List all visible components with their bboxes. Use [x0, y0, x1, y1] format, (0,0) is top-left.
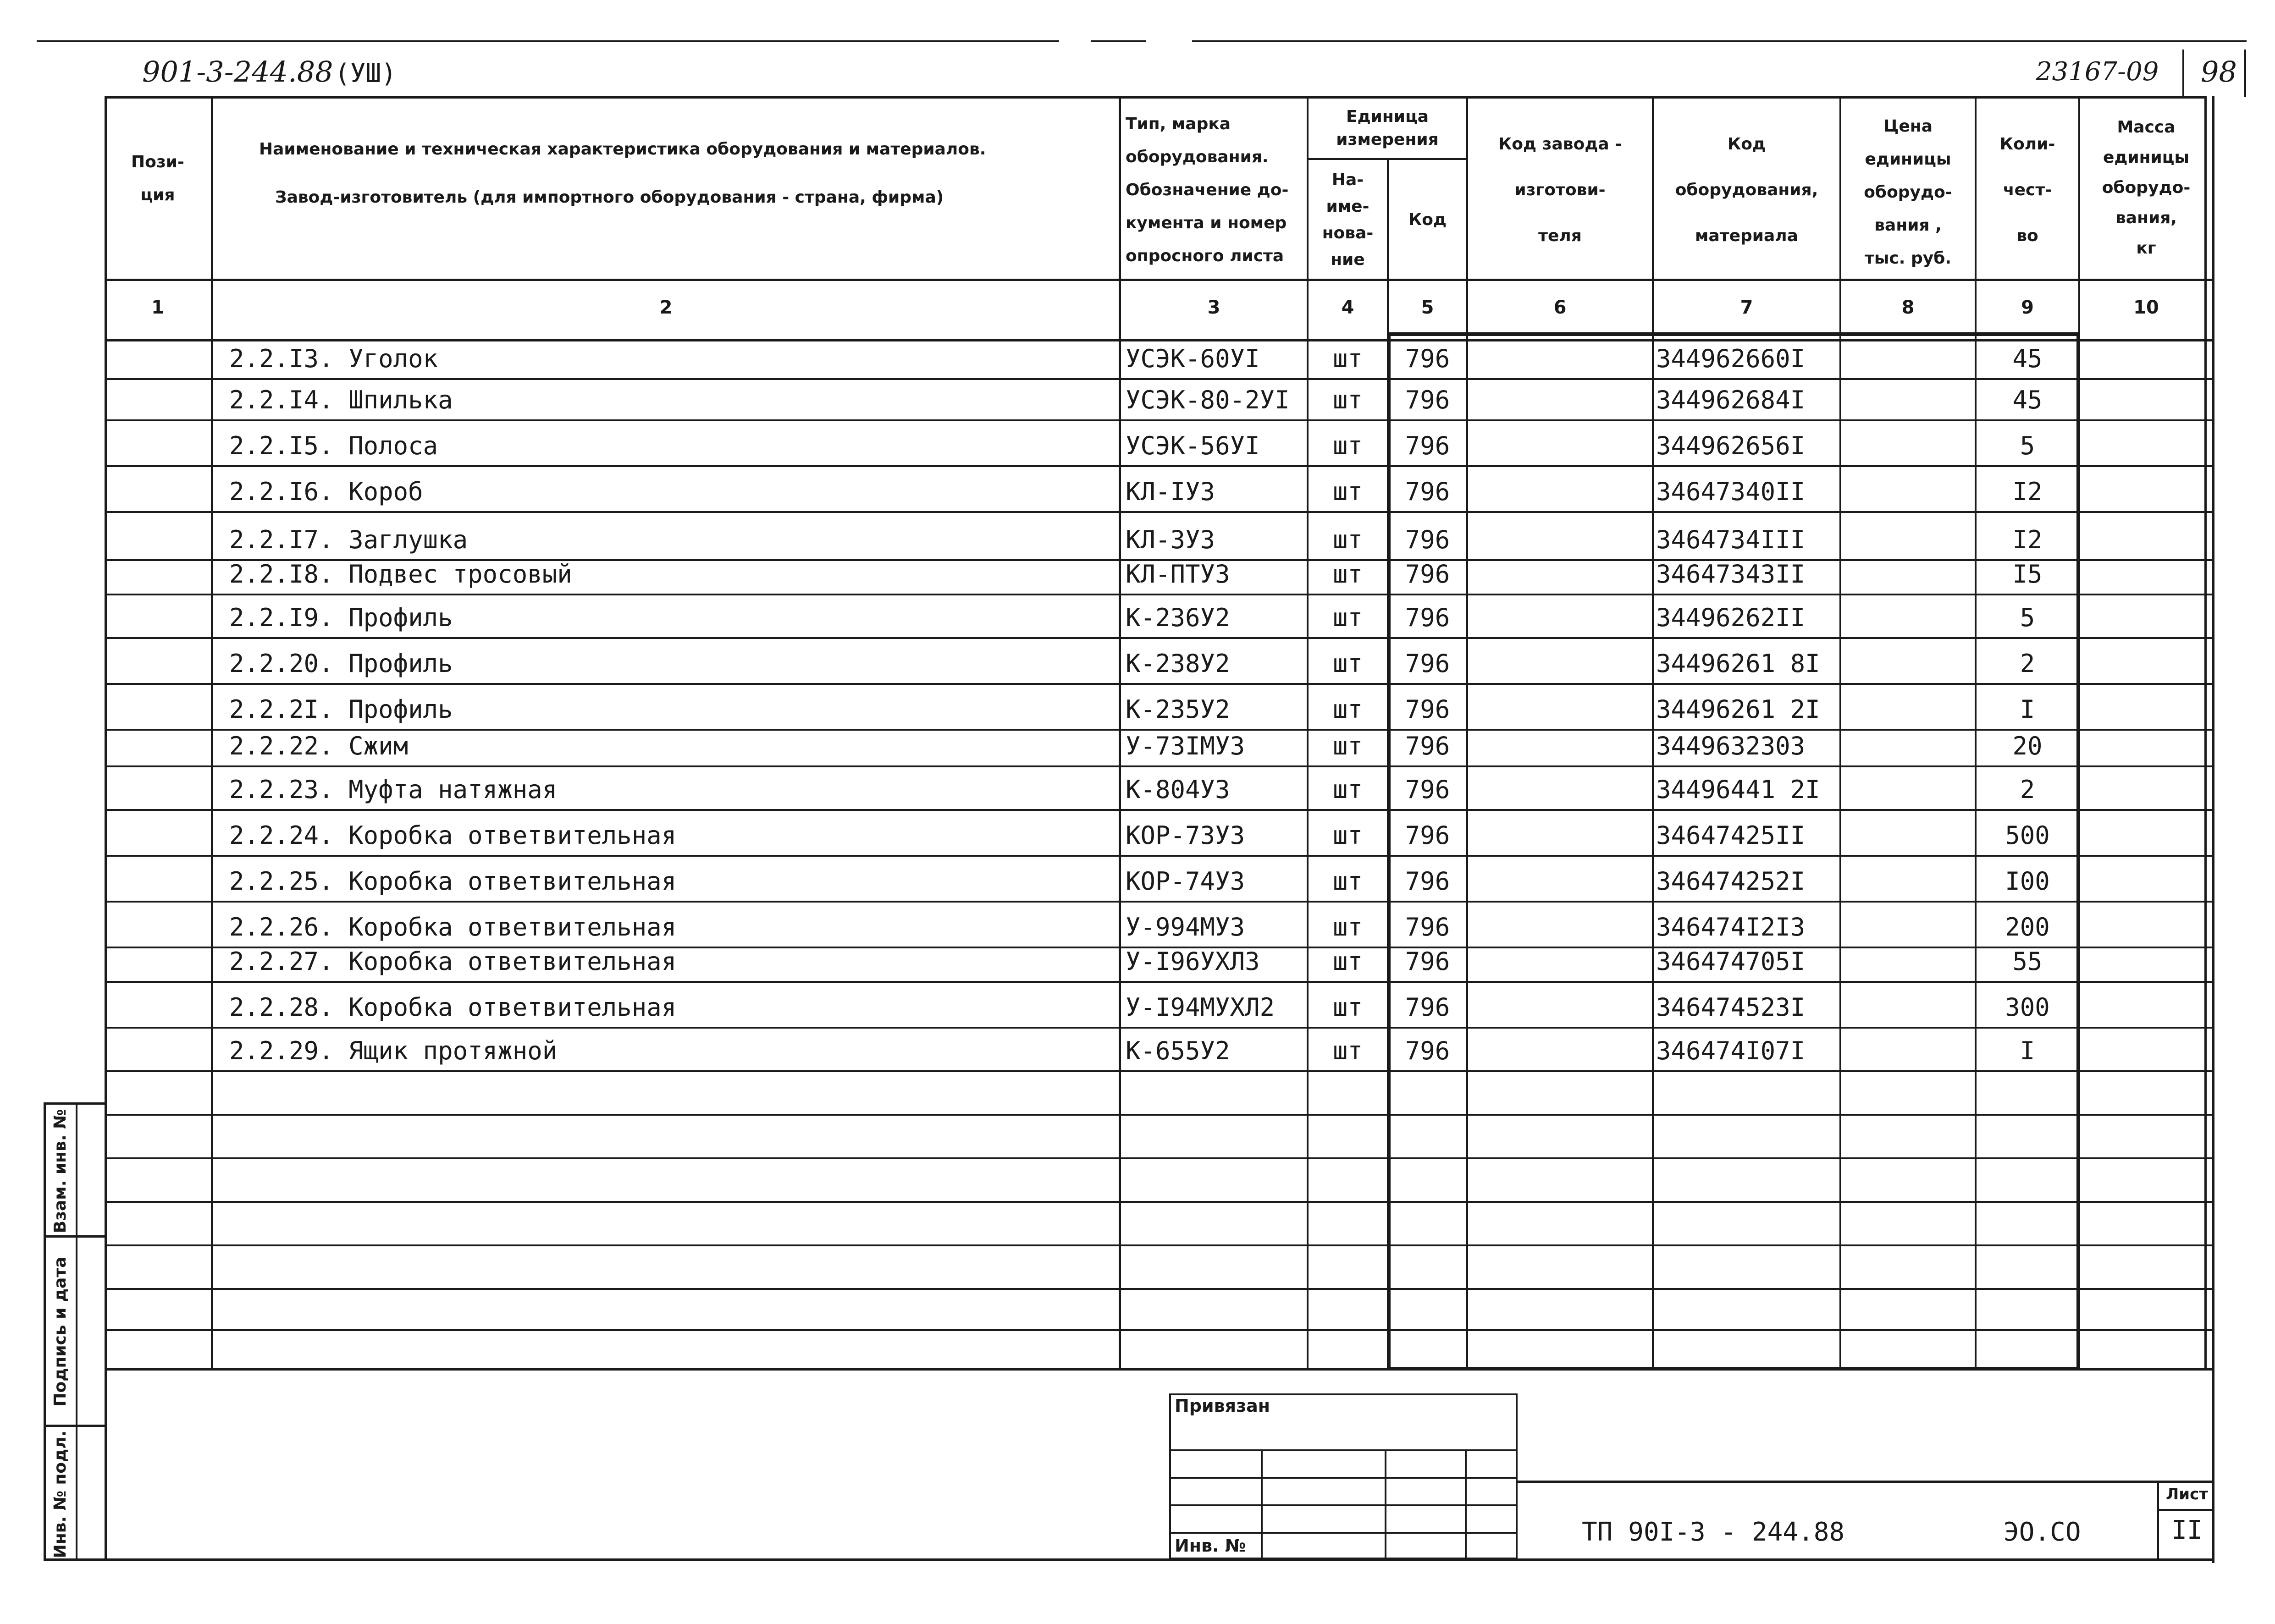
- item-material-code: 34496262II: [1656, 603, 1806, 632]
- item-type: К-235У2: [1126, 695, 1230, 724]
- item-type: УСЭК-60УI: [1126, 344, 1260, 373]
- row-rule: [105, 901, 2214, 903]
- colnum-10: 10: [2133, 297, 2159, 318]
- empty-row-rule: [105, 1114, 2214, 1116]
- row-rule: [105, 855, 2214, 857]
- item-name: 2.2.22. Сжим: [229, 732, 409, 760]
- item-unit-code: 796: [1405, 993, 1450, 1022]
- col-line-1: [211, 96, 213, 1371]
- item-unit: шт: [1332, 525, 1363, 554]
- project-code: 901-3-244.88: [142, 55, 333, 88]
- colnum-6: 6: [1553, 297, 1567, 318]
- item-type: У-I94МУХЛ2: [1126, 993, 1275, 1022]
- item-material-code: 34647343II: [1656, 560, 1806, 589]
- sheet-box-rule: [2157, 1509, 2214, 1511]
- col3-header: Тип, марка оборудования. Обозначение до- кумента и номер опросного листа: [1126, 115, 1289, 265]
- item-material-code: 34496441 2I: [1656, 775, 1820, 804]
- empty-row-rule: [105, 1157, 2214, 1159]
- item-qty: 45: [2012, 344, 2043, 373]
- row-rule: [105, 981, 2214, 983]
- item-qty: 2: [2020, 775, 2035, 804]
- item-unit-code: 796: [1405, 603, 1450, 632]
- item-name: 2.2.I9. Профиль: [229, 603, 453, 632]
- sheet-box-divider: [2157, 1481, 2159, 1558]
- col8-header: Цена единицы оборудо- вания , тыс. руб.: [1864, 117, 1952, 268]
- row-rule: [105, 1027, 2214, 1029]
- item-unit-code: 796: [1405, 385, 1450, 414]
- item-material-code: 346474705I: [1656, 947, 1806, 976]
- item-material-code: 3464734III: [1656, 525, 1806, 554]
- item-unit: шт: [1332, 732, 1363, 760]
- col10-header: Масса единицы оборудо- вания, кг: [2102, 118, 2191, 258]
- item-name: 2.2.I7. Заглушка: [229, 525, 468, 554]
- item-unit: шт: [1332, 947, 1363, 976]
- item-material-code: 346474I07I: [1656, 1036, 1806, 1065]
- sheet-value: II: [2171, 1515, 2203, 1545]
- top-rule-right: [1192, 40, 2247, 42]
- item-unit: шт: [1332, 649, 1363, 678]
- title-top-rule: [1518, 1481, 2214, 1483]
- item-qty: 55: [2012, 947, 2043, 976]
- project-suffix: (УШ): [335, 59, 397, 88]
- item-qty: 200: [2005, 913, 2050, 941]
- item-type: КЛ-ЗУЗ: [1126, 525, 1215, 554]
- item-name: 2.2.27. Коробка ответвительная: [229, 947, 677, 976]
- item-unit-code: 796: [1405, 821, 1450, 850]
- item-type: КЛ-IУЗ: [1126, 477, 1215, 506]
- colnum-1: 1: [151, 297, 164, 318]
- item-qty: 2: [2020, 649, 2035, 678]
- col4-header: На- име- нова- ние: [1322, 171, 1374, 269]
- item-type: К-236У2: [1126, 603, 1230, 632]
- item-unit: шт: [1332, 993, 1363, 1022]
- sheet-no-divider: [2182, 50, 2184, 97]
- item-material-code: 344962660I: [1656, 344, 1806, 373]
- item-material-code: 34496261 2I: [1656, 695, 1820, 724]
- item-qty: I5: [2012, 560, 2043, 589]
- top-rule-left: [37, 40, 1059, 42]
- col1-header: Пози- ция: [131, 153, 184, 204]
- privyazan-label: Привязан: [1175, 1396, 1270, 1416]
- col2-header-line2: Завод-изготовитель (для импортного оборудования - страна, фирма): [275, 188, 944, 207]
- item-unit: шт: [1332, 603, 1363, 632]
- colnum-4: 4: [1341, 297, 1354, 318]
- designation: ТП 90I-3 - 244.88: [1582, 1517, 1845, 1547]
- page-bottom-rule: [105, 1558, 2214, 1561]
- item-unit: шт: [1332, 821, 1363, 850]
- item-unit: шт: [1332, 913, 1363, 941]
- item-material-code: 34647425II: [1656, 821, 1806, 850]
- item-unit: шт: [1332, 385, 1363, 414]
- item-material-code: 3449632303: [1656, 732, 1806, 760]
- col-line-2: [1119, 96, 1121, 1371]
- item-name: 2.2.I6. Короб: [229, 477, 423, 506]
- item-qty: 300: [2005, 993, 2050, 1022]
- item-material-code: 34496261 8I: [1656, 649, 1820, 678]
- item-name: 2.2.23. Муфта натяжная: [229, 775, 558, 804]
- col6-header: Код завода - изготови- теля: [1498, 135, 1622, 245]
- item-qty: I2: [2012, 525, 2043, 554]
- item-material-code: 346474I2I3: [1656, 913, 1806, 941]
- empty-row-rule: [105, 1201, 2214, 1203]
- item-name: 2.2.I4. Шпилька: [229, 385, 453, 414]
- item-type: КОР-74УЗ: [1126, 867, 1245, 896]
- item-unit: шт: [1332, 867, 1363, 896]
- col2-header-line1: Наименование и техническая характеристика оборудования и материалов.: [259, 140, 986, 159]
- item-type: К-804УЗ: [1126, 775, 1230, 804]
- item-material-code: 344962684I: [1656, 385, 1806, 414]
- row-rule: [105, 594, 2214, 595]
- item-name: 2.2.29. Ящик протяжной: [229, 1036, 558, 1065]
- item-unit-code: 796: [1405, 1036, 1450, 1065]
- unit-group-rule: [1307, 158, 1468, 160]
- item-material-code: 346474252I: [1656, 867, 1806, 896]
- item-unit: шт: [1332, 344, 1363, 373]
- item-unit: шт: [1332, 477, 1363, 506]
- item-type: УСЭК-56УI: [1126, 431, 1260, 460]
- item-type: У-73IМУЗ: [1126, 732, 1245, 760]
- item-unit-code: 796: [1405, 649, 1450, 678]
- item-name: 2.2.I3. Уголок: [229, 344, 438, 373]
- item-unit: шт: [1332, 560, 1363, 589]
- item-unit-code: 796: [1405, 732, 1450, 760]
- colnum-2: 2: [659, 297, 673, 318]
- item-type: У-I96УХЛЗ: [1126, 947, 1260, 976]
- item-type: К-238У2: [1126, 649, 1230, 678]
- item-qty: 5: [2020, 431, 2035, 460]
- colnum-7: 7: [1740, 297, 1753, 318]
- item-qty: 20: [2012, 732, 2043, 760]
- item-name: 2.2.2I. Профиль: [229, 695, 453, 724]
- order-code: 23167-09: [2036, 57, 2159, 87]
- item-qty: 45: [2012, 385, 2043, 414]
- item-name: 2.2.I8. Подвес тросовый: [229, 560, 572, 589]
- item-name: 2.2.28. Коробка ответвительная: [229, 993, 677, 1022]
- item-unit: шт: [1332, 1036, 1363, 1065]
- table-bottom-rule: [105, 1368, 2214, 1371]
- item-name: 2.2.I5. Полоса: [229, 431, 438, 460]
- item-qty: I00: [2005, 867, 2050, 896]
- item-type: КОР-73УЗ: [1126, 821, 1245, 850]
- item-unit: шт: [1332, 775, 1363, 804]
- item-name: 2.2.25. Коробка ответвительная: [229, 867, 677, 896]
- page-left-rule: [105, 1368, 107, 1561]
- item-unit-code: 796: [1405, 431, 1450, 460]
- item-unit-code: 796: [1405, 477, 1450, 506]
- top-rule-mid: [1091, 40, 1146, 42]
- colnum-8: 8: [1901, 297, 1915, 318]
- sheet-number: 98: [2201, 55, 2237, 88]
- item-unit-code: 796: [1405, 560, 1450, 589]
- privyazan-vline-2: [1385, 1449, 1386, 1559]
- item-qty: I: [2020, 1036, 2035, 1065]
- item-material-code: 344962656I: [1656, 431, 1806, 460]
- item-type: КЛ-ПТУЗ: [1126, 560, 1230, 589]
- row-rule: [105, 765, 2214, 767]
- inv-no-label: Инв. №: [1175, 1536, 1246, 1556]
- item-qty: I: [2020, 695, 2035, 724]
- unit-group-header: Единица измерения: [1336, 107, 1439, 149]
- item-qty: 500: [2005, 821, 2050, 850]
- section-code: ЭО.СО: [2004, 1517, 2081, 1547]
- row-rule: [105, 683, 2214, 685]
- row-rule: [105, 511, 2214, 513]
- item-unit-code: 796: [1405, 344, 1450, 373]
- item-type: К-655У2: [1126, 1036, 1230, 1065]
- empty-row-rule: [105, 1288, 2214, 1290]
- row-rule: [105, 729, 2214, 731]
- side-stamp-box1: Взам. инв. №: [51, 1109, 70, 1233]
- item-material-code: 346474523I: [1656, 993, 1806, 1022]
- side-stamp-box2: Подпись и дата: [51, 1256, 70, 1407]
- item-name: 2.2.26. Коробка ответвительная: [229, 913, 677, 941]
- col5-header: Код: [1408, 210, 1447, 229]
- col-line-10-right: [2212, 96, 2214, 1563]
- item-qty: 5: [2020, 603, 2035, 632]
- colnum-5: 5: [1421, 297, 1434, 318]
- colnum-3: 3: [1207, 297, 1220, 318]
- privyazan-vline-1: [1261, 1449, 1263, 1559]
- empty-row-rule: [105, 1244, 2214, 1246]
- item-unit-code: 796: [1405, 775, 1450, 804]
- row-rule: [105, 378, 2214, 380]
- item-unit-code: 796: [1405, 695, 1450, 724]
- header-bottom-rule: [105, 279, 2214, 281]
- row-rule: [105, 637, 2214, 639]
- item-unit: шт: [1332, 431, 1363, 460]
- colnum-9: 9: [2021, 297, 2034, 318]
- item-name: 2.2.24. Коробка ответвительная: [229, 821, 677, 850]
- colnum-bottom-rule: [105, 339, 2214, 341]
- item-unit-code: 796: [1405, 867, 1450, 896]
- sheet-label: Лист: [2166, 1485, 2208, 1503]
- sheet-no-right-edge: [2244, 50, 2246, 97]
- row-rule: [105, 419, 2214, 421]
- row-rule: [105, 809, 2214, 811]
- side-stamp-divider: [76, 1102, 77, 1561]
- item-unit: шт: [1332, 695, 1363, 724]
- col9-header: Коли- чест- во: [1999, 135, 2055, 245]
- item-unit-code: 796: [1405, 913, 1450, 941]
- side-stamp-box3: Инв. № подл.: [51, 1430, 70, 1558]
- col7-header: Код оборудования, материала: [1675, 135, 1818, 245]
- row-rule: [105, 1070, 2214, 1072]
- item-type: УСЭК-80-2УI: [1126, 385, 1290, 414]
- empty-row-rule: [105, 1329, 2214, 1331]
- item-unit-code: 796: [1405, 525, 1450, 554]
- item-qty: I2: [2012, 477, 2043, 506]
- row-rule: [105, 465, 2214, 467]
- item-unit-code: 796: [1405, 947, 1450, 976]
- item-type: У-994МУЗ: [1126, 913, 1245, 941]
- item-material-code: 34647340II: [1656, 477, 1806, 506]
- item-name: 2.2.20. Профиль: [229, 649, 453, 678]
- privyazan-vline-3: [1465, 1449, 1467, 1559]
